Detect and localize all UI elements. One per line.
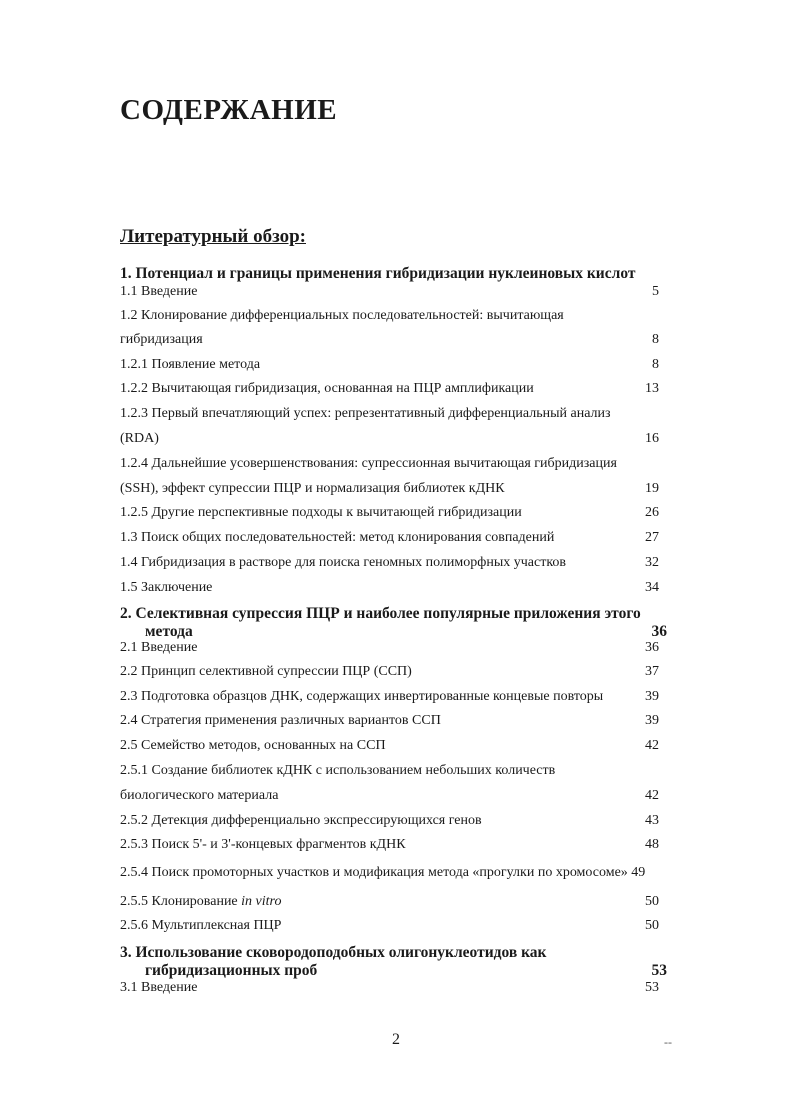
toc-entry bbox=[120, 894, 281, 910]
toc-entry: 2.5.4 Поиск промоторных участков и модификация метода «прогулки по хромосоме» 49 bbox=[120, 865, 646, 880]
toc-entry: 2.5.6 Мультиплексная ПЦР bbox=[120, 918, 282, 933]
toc-entry: 1.2 Клонирование дифференциальных последовательностей: вычитающая bbox=[120, 308, 564, 323]
toc-page: 53 bbox=[645, 980, 659, 995]
toc-page: 39 bbox=[645, 689, 659, 704]
toc-page: 50 bbox=[645, 894, 659, 909]
toc-entry: 1.3 Поиск общих последовательностей: метод клонирования совпадений bbox=[120, 530, 555, 545]
toc-page: 32 bbox=[645, 555, 659, 570]
toc-page: 19 bbox=[645, 481, 659, 496]
section-1-heading: 1. Потенциал и границы применения гибридизации нуклеиновых кислот bbox=[120, 265, 636, 282]
toc-entry: 1.2.1 Появление метода bbox=[120, 357, 261, 372]
toc-entry: 1.2.3 Первый впечатляющий успех: репрезентативный дифференциальный анализ bbox=[120, 406, 611, 421]
toc-page: 27 bbox=[645, 530, 659, 545]
corner-mark: -- bbox=[664, 1035, 672, 1049]
toc-page: 8 bbox=[652, 332, 659, 347]
toc-entry: 1.4 Гибридизация в растворе для поиска геномных полиморфных участков bbox=[120, 555, 567, 570]
toc-page: 43 bbox=[645, 813, 659, 828]
toc-entry: (SSH), эффект супрессии ПЦР и нормализация библиотек кДНК bbox=[120, 481, 505, 496]
toc-page: 8 bbox=[652, 357, 659, 372]
toc-page: 48 bbox=[645, 837, 659, 852]
toc-entry: 2.2 Принцип селективной супрессии ПЦР (ССП) bbox=[120, 664, 412, 679]
toc-entry-italic: in vitro bbox=[241, 894, 282, 909]
section-2-page: 36 bbox=[651, 623, 667, 640]
toc-entry: гибридизация bbox=[120, 332, 203, 347]
toc-entry: 1.2.4 Дальнейшие усовершенствования: супрессионная вычитающая гибридизация bbox=[120, 456, 617, 471]
toc-entry: 1.2.5 Другие перспективные подходы к вычитающей гибридизации bbox=[120, 505, 522, 520]
section-3-page: 53 bbox=[651, 962, 667, 979]
toc-entry: 1.5 Заключение bbox=[120, 580, 213, 595]
toc-entry: 2.1 Введение bbox=[120, 640, 198, 655]
section-3-heading-cont: гибридизационных проб bbox=[145, 962, 318, 979]
toc-entry: 2.4 Стратегия применения различных вариантов ССП bbox=[120, 713, 441, 728]
toc-entry: 2.5.3 Поиск 5'- и 3'-концевых фрагментов кДНК bbox=[120, 837, 406, 852]
toc-page: 5 bbox=[652, 284, 659, 299]
toc-entry: 2.5 Семейство методов, основанных на ССП bbox=[120, 738, 386, 753]
page-title: СОДЕРЖАНИЕ bbox=[120, 94, 338, 126]
toc-entry: 3.1 Введение bbox=[120, 980, 198, 995]
toc-page: 42 bbox=[645, 788, 659, 803]
toc-entry: 2.5.1 Создание библиотек кДНК с использованием небольших количеств bbox=[120, 763, 556, 778]
toc-entry: биологического материала bbox=[120, 788, 279, 803]
toc-page: 50 bbox=[645, 918, 659, 933]
section-2-heading: 2. Селективная супрессия ПЦР и наиболее популярные приложения этого bbox=[120, 605, 641, 622]
toc-entry: 1.2.2 Вычитающая гибридизация, основанная на ПЦР амплификации bbox=[120, 381, 534, 396]
toc-entry: (RDA) bbox=[120, 431, 159, 446]
toc-entry: 2.5.2 Детекция дифференциально экспрессирующихся генов bbox=[120, 813, 482, 828]
section-2-heading-cont: метода bbox=[145, 623, 193, 640]
page-number: 2 bbox=[392, 1031, 400, 1048]
toc-page: 26 bbox=[645, 505, 659, 520]
toc-page: 37 bbox=[645, 664, 659, 679]
toc-page: 16 bbox=[645, 431, 659, 446]
toc-entry: 2.3 Подготовка образцов ДНК, содержащих инвертированные концевые повторы bbox=[120, 689, 604, 704]
section-subtitle: Литературный обзор: bbox=[120, 226, 306, 247]
toc-page: 13 bbox=[645, 381, 659, 396]
toc-page: 36 bbox=[645, 640, 659, 655]
section-3-heading: 3. Использование сковородоподобных олигонуклеотидов как bbox=[120, 944, 547, 961]
toc-page: 34 bbox=[645, 580, 659, 595]
toc-page: 42 bbox=[645, 738, 659, 753]
toc-entry: 1.1 Введение bbox=[120, 284, 198, 299]
toc-page: 39 bbox=[645, 713, 659, 728]
toc-entry-text: 2.5.5 Клонирование bbox=[120, 894, 242, 909]
